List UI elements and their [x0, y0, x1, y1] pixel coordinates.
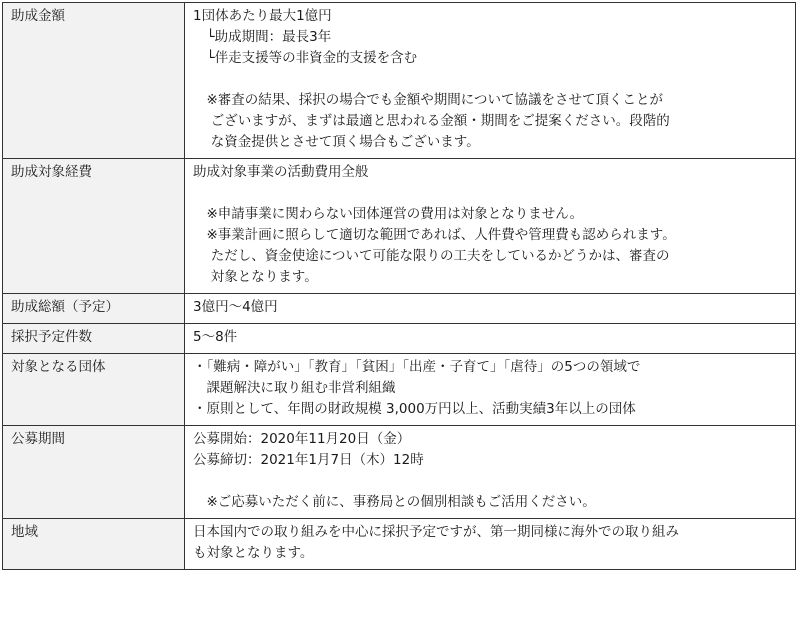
row-label-region: 地域 [3, 519, 185, 570]
content-line: ・「難病・障がい」「教育」「貧困」「出産・子育て」「虐待」の5つの領域で [193, 359, 641, 375]
row-label-amount: 助成金額 [3, 3, 185, 159]
note-line: ※審査の結果、採択の場合でも金額や期間について協議をさせて頂くことが [193, 92, 664, 108]
row-content-period [185, 426, 796, 519]
content-line: 3億円〜4億円 [193, 299, 278, 315]
content-line: 5〜8件 [193, 329, 238, 345]
note-line: ※申請事業に関わらない団体運営の費用は対象となりません。 [193, 206, 584, 222]
table-row [3, 294, 796, 324]
row-content-eligible [185, 354, 796, 426]
table-row [3, 354, 796, 426]
note-line: な資金提供とさせて頂く場合もございます。 [193, 134, 480, 150]
note-line: ただし、資金使途について可能な限りの工夫をしているかどうかは、審査の [193, 248, 670, 264]
row-content-expenses [185, 159, 796, 294]
content-line: ・原則として、年間の財政規模 3,000万円以上、活動実績3年以上の団体 [193, 401, 636, 417]
row-content-count [185, 324, 796, 354]
row-label-period: 公募期間 [3, 426, 185, 519]
content-line: └伴走支援等の非資金的支援を含む [193, 50, 418, 66]
table-row [3, 426, 796, 519]
row-label-total: 助成総額（予定） [3, 294, 185, 324]
blank-line [193, 69, 787, 90]
table-row [3, 519, 796, 570]
row-content-region [185, 519, 796, 570]
note-line: ございますが、まずは最適と思われる金額・期間をご提案ください。段階的 [193, 113, 670, 129]
content-line: 1団体あたり最大1億円 [193, 8, 332, 24]
note-line: ※ご応募いただく前に、事務局との個別相談もご活用ください。 [193, 494, 596, 510]
table-row [3, 324, 796, 354]
grant-info-table [2, 2, 796, 570]
content-line: も対象となります。 [193, 545, 314, 561]
row-label-eligible: 対象となる団体 [3, 354, 185, 426]
note-line: ※事業計画に照らして適切な範囲であれば、人件費や管理費も認められます。 [193, 227, 676, 243]
content-line: └助成期間：最長3年 [193, 29, 332, 45]
blank-line [193, 471, 787, 492]
note-line: 対象となります。 [193, 269, 318, 285]
content-line: 日本国内での取り組みを中心に採択予定ですが、第一期同様に海外での取り組み [193, 524, 679, 540]
content-line: 課題解決に取り組む非営利組織 [193, 380, 396, 396]
grant-table-body [3, 3, 796, 570]
row-content-amount [185, 3, 796, 159]
content-line: 公募締切：2021年1月7日（木）12時 [193, 452, 424, 468]
row-label-count: 採択予定件数 [3, 324, 185, 354]
table-row [3, 3, 796, 159]
row-label-expenses: 助成対象経費 [3, 159, 185, 294]
row-content-total [185, 294, 796, 324]
content-line: 公募開始：2020年11月20日（金） [193, 431, 411, 447]
blank-line [193, 183, 787, 204]
table-row [3, 159, 796, 294]
content-line: 助成対象事業の活動費用全般 [193, 164, 369, 180]
